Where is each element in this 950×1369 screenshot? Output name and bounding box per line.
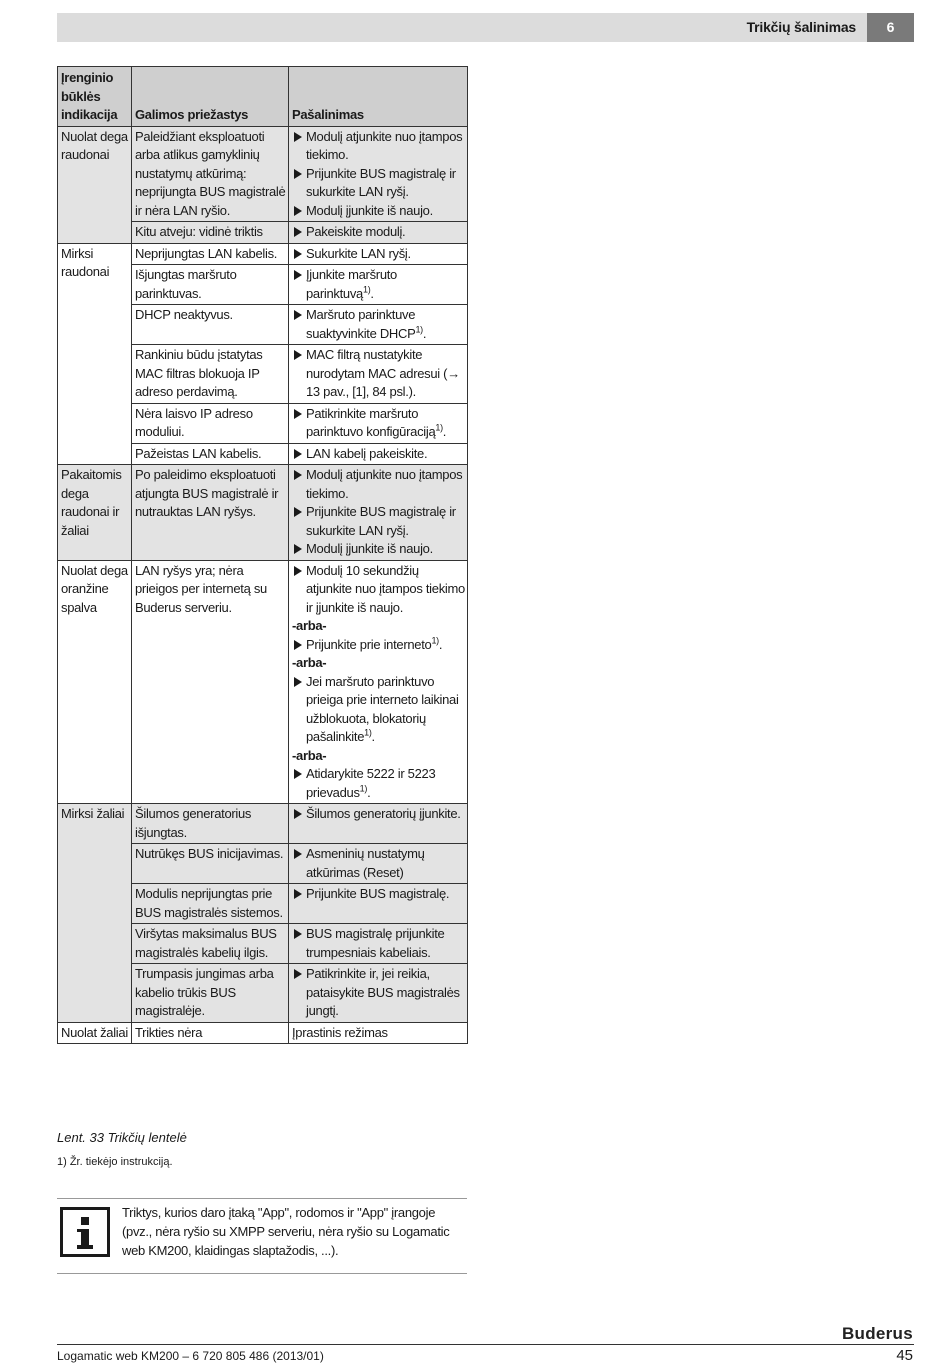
remedy-cell <box>289 305 468 345</box>
or-separator: -arba- <box>292 618 327 633</box>
remedy-cell <box>289 884 468 924</box>
remedy-item: Prijunkite prie interneto$^{1)}$. <box>292 636 465 655</box>
indication-cell: Nuolat žaliai <box>58 1022 132 1044</box>
table-row <box>58 465 468 561</box>
info-note-text: Triktys, kurios daro įtaką "App", rodomos ir "App" įrangoje (pvz., nėra ryšio su XMPP serveriu, nėra ryšio su Logamatic web KM200, klaidingas slaptažodis, ...). <box>122 1205 450 1258</box>
cause-cell: Nėra laisvo IP adreso moduliui. <box>132 403 289 443</box>
remedy-item: Šilumos generatorių įjunkite. <box>292 805 465 824</box>
table-caption: Lent. 33 Trikčių lentelė <box>57 1130 187 1145</box>
cause-cell: Viršytas maksimalus BUS magistralės kabelių ilgis. <box>132 924 289 964</box>
remedy-cell <box>289 243 468 265</box>
or-separator: -arba- <box>292 747 327 763</box>
cause-cell: Paleidžiant eksploatuoti arba atlikus gamyklinių nustatymų atkūrimą: neprijungta BUS magistralė ir nėra LAN ryšio. <box>132 126 289 222</box>
remedy-cell: Įprastinis režimas <box>289 1022 468 1044</box>
info-icon <box>60 1207 110 1257</box>
cause-cell: Kitu atveju: vidinė triktis <box>132 222 289 244</box>
indication-cell: Nuolat dega oranžine spalva <box>58 560 132 804</box>
indication-cell: Mirksi žaliai <box>58 804 132 1023</box>
remedy-item: Modulį įjunkite iš naujo. <box>292 540 465 559</box>
table-row <box>58 804 468 844</box>
cause-cell: Pažeistas LAN kabelis. <box>132 443 289 465</box>
chapter-number: 6 <box>867 13 914 42</box>
remedy-item: Modulį atjunkite nuo įtampos tiekimo. <box>292 466 465 503</box>
column-header-cause: Galimos priežastys <box>132 67 289 127</box>
brand-logo: Buderus <box>841 1324 913 1343</box>
remedy-cell <box>289 924 468 964</box>
remedy-cell <box>289 222 468 244</box>
footer-rule <box>57 1344 914 1345</box>
document-reference: Logamatic web KM200 – 6 720 805 486 (2013/01) <box>57 1349 324 1363</box>
remedy-cell <box>289 443 468 465</box>
remedy-item: Prijunkite BUS magistralę ir sukurkite LAN ryšį. <box>292 165 465 202</box>
cause-cell: Rankiniu būdu įstatytas MAC filtras blokuoja IP adreso perdavimą. <box>132 345 289 404</box>
remedy-item: MAC filtrą nustatykite nurodytam MAC adresui (→ 13 pav., [1], 84 psl.). <box>292 346 465 402</box>
cause-cell: LAN ryšys yra; nėra prieigos per internetą su Buderus serveriu. <box>132 560 289 804</box>
remedy-cell <box>289 265 468 305</box>
remedy-item: Pakeiskite modulį. <box>292 223 465 242</box>
cause-cell: Neprijungtas LAN kabelis. <box>132 243 289 265</box>
remedy-item: Jei maršruto parinktuvo prieiga prie interneto laikinai užblokuota, blokatorių pašalinkite$^{1)}$. <box>292 673 465 747</box>
cause-cell: Išjungtas maršruto parinktuvas. <box>132 265 289 305</box>
indication-cell: Nuolat dega raudonai <box>58 126 132 243</box>
table-row <box>58 126 468 222</box>
indication-cell: Mirksi raudonai <box>58 243 132 465</box>
column-header-indication: Įrenginio būklės indikacija <box>58 67 132 127</box>
note-top-rule <box>57 1198 467 1199</box>
remedy-item: Maršruto parinktuve suaktyvinkite DHCP$^{1)}$. <box>292 306 465 343</box>
remedy-item: Sukurkite LAN ryšį. <box>292 245 465 264</box>
header-bar <box>57 13 914 42</box>
remedy-item: Atidarykite 5222 ir 5223 prievadus$^{1)}$. <box>292 765 465 802</box>
cause-cell: Trumpasis jungimas arba kabelio trūkis BUS magistralėje. <box>132 964 289 1023</box>
column-header-remedy: Pašalinimas <box>289 67 468 127</box>
footnote: 1) Žr. tiekėjo instrukciją. <box>57 1156 173 1168</box>
remedy-cell <box>289 964 468 1023</box>
remedy-cell <box>289 403 468 443</box>
cause-cell: Trikties nėra <box>132 1022 289 1044</box>
remedy-cell <box>289 345 468 404</box>
fault-table <box>57 66 468 1044</box>
remedy-item: Įjunkite maršruto parinktuvą$^{1)}$. <box>292 266 465 303</box>
section-title: Trikčių šalinimas <box>746 19 856 35</box>
or-separator: -arba- <box>292 655 327 670</box>
remedy-item: Modulį įjunkite iš naujo. <box>292 202 465 221</box>
indication-cell: Pakaitomis dega raudonai ir žaliai <box>58 465 132 561</box>
remedy-cell <box>289 804 468 844</box>
remedy-item: Patikrinkite maršruto parinktuvo konfigūraciją$^{1)}$. <box>292 405 465 442</box>
remedy-item: LAN kabelį pakeiskite. <box>292 445 465 464</box>
table-row <box>58 243 468 265</box>
remedy-item: Prijunkite BUS magistralę ir sukurkite LAN ryšį. <box>292 503 465 540</box>
page-number: 45 <box>896 1347 913 1364</box>
cause-cell: Modulis neprijungtas prie BUS magistralės sistemos. <box>132 884 289 924</box>
remedy-item: Modulį atjunkite nuo įtampos tiekimo. <box>292 128 465 165</box>
remedy-item: Asmeninių nustatymų atkūrimas (Reset) <box>292 845 465 882</box>
table-row <box>58 560 468 804</box>
remedy-item: Prijunkite BUS magistralę. <box>292 885 465 904</box>
remedy-item: Patikrinkite ir, jei reikia, pataisykite BUS magistralės jungtį. <box>292 965 465 1021</box>
cause-cell: Nutrūkęs BUS inicijavimas. <box>132 844 289 884</box>
table-row <box>58 1022 468 1044</box>
table-header-row <box>58 67 468 127</box>
cause-cell: DHCP neaktyvus. <box>132 305 289 345</box>
cause-cell: Šilumos generatorius išjungtas. <box>132 804 289 844</box>
note-bottom-rule <box>57 1273 467 1274</box>
remedy-item: Modulį 10 sekundžių atjunkite nuo įtampos tiekimo ir įjunkite iš naujo. <box>292 562 465 618</box>
remedy-item: BUS magistralę prijunkite trumpesniais kabeliais. <box>292 925 465 962</box>
remedy-cell <box>289 126 468 222</box>
remedy-cell <box>289 844 468 884</box>
remedy-cell <box>289 465 468 561</box>
cause-cell: Po paleidimo eksploatuoti atjungta BUS magistralė ir nutrauktas LAN ryšys. <box>132 465 289 561</box>
remedy-cell <box>289 560 468 804</box>
